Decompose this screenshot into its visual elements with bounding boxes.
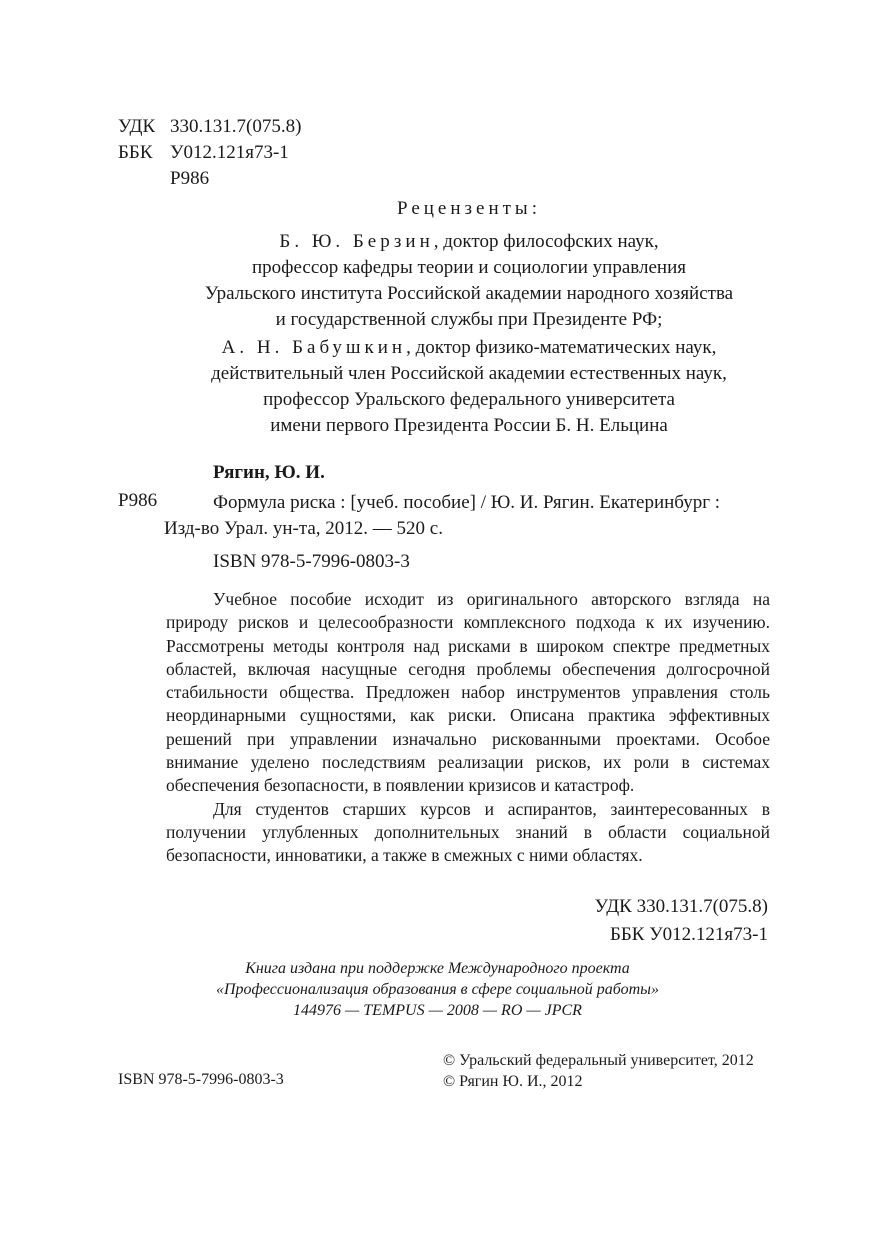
support-line-1: Книга издана при поддержке Международного проекта	[245, 960, 630, 977]
bbk-row	[118, 140, 301, 166]
reviewer-2-line-4: имени первого Президента России Б. Н. Ельцина	[270, 415, 668, 436]
udk-label: УДК	[118, 116, 156, 137]
reviewer-2-name: А. Н. Бабушкин	[221, 337, 407, 358]
reviewer-1-line-4: и государственной службы при Президенте РФ;	[275, 309, 663, 330]
bibliographic-record	[164, 490, 773, 542]
catalog-isbn: ISBN 978-5-7996-0803-3	[213, 551, 410, 572]
isbn-bottom: ISBN 978-5-7996-0803-3	[118, 1071, 284, 1088]
copyright-line-1: © Уральский федеральный университет, 2012	[443, 1052, 754, 1069]
reviewer-2-line-1: А. Н. Бабушкин, доктор физико-математических наук,	[221, 337, 717, 358]
udk-row	[118, 114, 301, 140]
bbk-right: ББК У012.121я73-1	[609, 924, 768, 945]
reviewer-1	[0, 229, 875, 333]
bib-line-2: Изд-во Урал. ун-та, 2012. — 520 с.	[164, 518, 443, 539]
reviewers-title: Рецензенты:	[397, 198, 541, 219]
reviewer-1-line-1: Б. Ю. Берзин, доктор философских наук,	[279, 231, 659, 252]
abstract-paragraph-1: Учебное пособие исходит из оригинального авторского взгляда на природу рисков и целесообразности комплексного подхода к их изучению. Рассмотрены методы контроля над рисками в широком спектре предметных областей, включая насущные сегодня проблемы обеспечения долгосрочной стабильности общества. Предложен набор инструментов управления столь неординарными сущностями, как риски. Описана практика эффективных решений при управлении изначально рискованными проектами. Особое внимание уделено последствиям реализации рисков, их роли в системах обеспечения безопасности, в появлении кризисов и катастроф.	[166, 589, 770, 796]
udk-value: 330.131.7(075.8)	[170, 116, 302, 137]
author-code: Р986	[170, 168, 210, 189]
classification-block	[118, 114, 301, 192]
reviewer-1-line-2: профессор кафедры теории и социологии управления	[252, 257, 686, 278]
support-line-2: «Профессионализация образования в сфере социальной работы»	[215, 981, 659, 998]
copyright-line-2: © Рягин Ю. И., 2012	[443, 1073, 583, 1090]
reviewer-1-name: Б. Ю. Берзин	[279, 231, 434, 252]
reviewer-2	[0, 335, 875, 439]
copyright-block	[443, 1050, 754, 1092]
reviewer-2-line-3: профессор Уральского федерального университета	[263, 389, 675, 410]
support-note	[0, 958, 875, 1021]
classification-codes-right	[595, 893, 768, 949]
support-line-3: 144976 — TEMPUS — 2008 — RO — JPCR	[293, 1002, 582, 1019]
bbk-label: ББК	[118, 142, 153, 163]
bib-line-1: Формула риска : [учеб. пособие] / Ю. И. Рягин. Екатеринбург :	[213, 492, 721, 513]
udk-right: УДК 330.131.7(075.8)	[594, 896, 768, 917]
catalog-author: Рягин, Ю. И.	[213, 462, 325, 483]
abstract-paragraph-2: Для студентов старших курсов и аспирантов, заинтересованных в получении углубленных дополнительных знаний в области социальной безопасности, инноватики, а также в смежных с ними областях.	[166, 798, 770, 866]
abstract	[166, 588, 770, 868]
catalog-code: Р986	[118, 490, 158, 511]
bbk-value: У012.121я73-1	[170, 142, 289, 163]
reviewer-1-line-3: Уральского института Российской академии народного хозяйства	[204, 283, 734, 304]
reviewer-2-line-2: действительный член Российской академии естественных наук,	[211, 363, 727, 384]
